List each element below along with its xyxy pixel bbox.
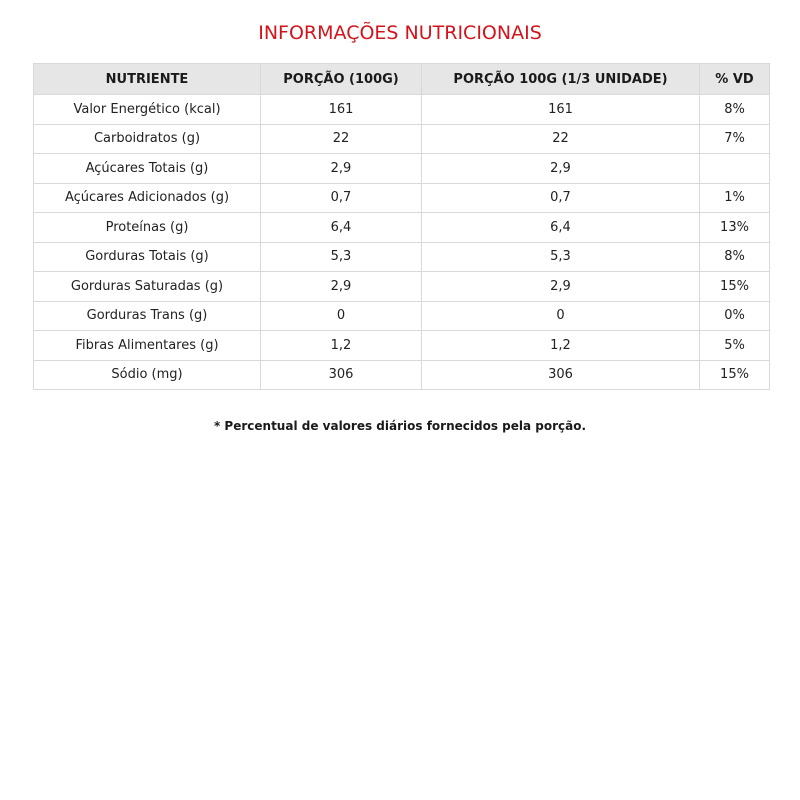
nutrient-name: Açúcares Totais (g) xyxy=(34,154,261,184)
portion-100g-value: 6,4 xyxy=(261,213,422,243)
table-row xyxy=(34,331,770,361)
portion-100g-value: 22 xyxy=(261,124,422,154)
table-row xyxy=(34,124,770,154)
portion-unit-value: 2,9 xyxy=(422,272,700,302)
daily-value-percent: 8% xyxy=(700,242,770,272)
daily-value-percent: 0% xyxy=(700,301,770,331)
table-row xyxy=(34,301,770,331)
header-vd: % VD xyxy=(700,64,770,95)
table-row xyxy=(34,360,770,390)
daily-value-percent: 15% xyxy=(700,272,770,302)
daily-value-percent: 13% xyxy=(700,213,770,243)
header-porcao-100g: PORÇÃO (100G) xyxy=(261,64,422,95)
daily-value-percent: 5% xyxy=(700,331,770,361)
footnote: * Percentual de valores diários fornecidos pela porção. xyxy=(213,419,587,433)
table-row xyxy=(34,242,770,272)
nutrient-name: Fibras Alimentares (g) xyxy=(34,331,261,361)
daily-value-percent: 7% xyxy=(700,124,770,154)
nutrient-name: Açúcares Adicionados (g) xyxy=(34,183,261,213)
table-row xyxy=(34,95,770,125)
nutrient-name: Gorduras Trans (g) xyxy=(34,301,261,331)
daily-value-percent: 15% xyxy=(700,360,770,390)
portion-unit-value: 1,2 xyxy=(422,331,700,361)
portion-100g-value: 0,7 xyxy=(261,183,422,213)
portion-100g-value: 2,9 xyxy=(261,272,422,302)
daily-value-percent: 1% xyxy=(700,183,770,213)
portion-100g-value: 161 xyxy=(261,95,422,125)
header-nutriente: NUTRIENTE xyxy=(34,64,261,95)
portion-unit-value: 5,3 xyxy=(422,242,700,272)
nutrient-name: Gorduras Totais (g) xyxy=(34,242,261,272)
portion-unit-value: 2,9 xyxy=(422,154,700,184)
portion-100g-value: 306 xyxy=(261,360,422,390)
portion-unit-value: 0 xyxy=(422,301,700,331)
portion-100g-value: 5,3 xyxy=(261,242,422,272)
nutrient-name: Valor Energético (kcal) xyxy=(34,95,261,125)
portion-unit-value: 306 xyxy=(422,360,700,390)
daily-value-percent: 8% xyxy=(700,95,770,125)
portion-unit-value: 0,7 xyxy=(422,183,700,213)
daily-value-percent xyxy=(700,154,770,184)
table-header-row xyxy=(34,64,770,95)
nutrient-name: Proteínas (g) xyxy=(34,213,261,243)
portion-100g-value: 2,9 xyxy=(261,154,422,184)
nutrient-name: Sódio (mg) xyxy=(34,360,261,390)
table-row xyxy=(34,272,770,302)
header-porcao-unidade: PORÇÃO 100G (1/3 UNIDADE) xyxy=(422,64,700,95)
table-row xyxy=(34,183,770,213)
portion-100g-value: 1,2 xyxy=(261,331,422,361)
portion-unit-value: 22 xyxy=(422,124,700,154)
portion-unit-value: 6,4 xyxy=(422,213,700,243)
page-title: INFORMAÇÕES NUTRICIONAIS xyxy=(258,21,542,44)
nutrient-name: Gorduras Saturadas (g) xyxy=(34,272,261,302)
portion-unit-value: 161 xyxy=(422,95,700,125)
portion-100g-value: 0 xyxy=(261,301,422,331)
table-row xyxy=(34,154,770,184)
nutrient-name: Carboidratos (g) xyxy=(34,124,261,154)
table-row xyxy=(34,213,770,243)
nutrition-table xyxy=(33,63,770,390)
